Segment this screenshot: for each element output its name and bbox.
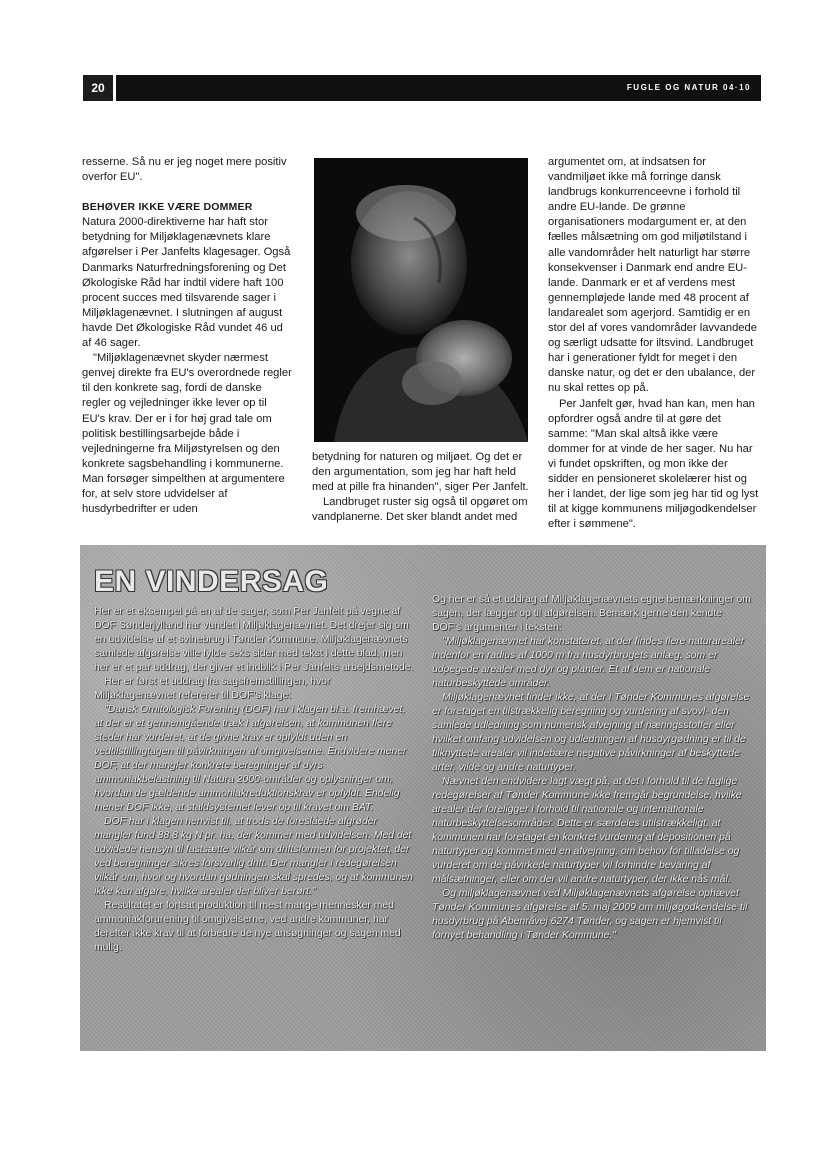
- paragraph: Landbruget ruster sig også til opgøret om vandplanerne. Det sker blandt andet med: [312, 496, 528, 524]
- paragraph: betydning for naturen og miljøet. Og det er den argumentation, som jeg har haft held med at pille fra hinanden", siger Per Janfelt.: [312, 451, 529, 494]
- box-column-left: [94, 605, 414, 955]
- box-quote: "Miljøklagenævnet har konstateret, at der findes flere naturarealer indenfor en radius af 1000 m fra husdyrbrugets anlæg, som er udpegede arealer med dyr og planter. Et af dem er nationale naturbeskyttede områder.: [432, 636, 745, 689]
- box-paragraph: Og her er så et uddrag af Miljøklagenævnets egne bemærkninger om sagen, der lægger op til afgørelsen. Bemærk gerne den kendte DOF's argumenter i teksten:: [432, 594, 751, 633]
- article-column-2: [312, 450, 538, 525]
- box-quote: Og miljøklagenævnet ved Miljøklagenævnets afgørelse ophævet Tønder Kommunes afgørelse af 5. maj 2009 om miljøgodkendelse til husdyrbrug på Abenråvej 6274 Tønder, og sagen er hjemvist til fornyet behandling i Tønder Kommune.": [432, 888, 748, 941]
- paragraph: Per Janfelt gør, hvad han kan, men han opfordrer også andre til at gøre det samme: "Man skal altså ikke være dommer for at vinde de her sager. Nu har vi fundet opskriften, og mon ikke der sidder en pensioneret skolelærer hist og her i landet, der lige som jeg har tid og lyst til at kigge kommunens miljøgodkendelser efter i sømmene".: [548, 397, 759, 531]
- paragraph: Natura 2000-direktiverne har haft stor betydning for Miljøklagenævnets klare afgørelser i Per Janfelts klagesager. Også Danmarks Naturfredningsforening og Det Økologiske Råd har indtil videre haft 100 procent succes med tilsvarende sager i Miljøklagenævnet. I slutningen af august havde Det Økologiske Råd vundet 46 ud af 46 sager.: [82, 216, 291, 350]
- box-quote: DOF har i klagen henvist til, at trods de foreslåede afgrøder mangler fund 88,8 kg N pr. ha, der kommer med udvidelsen. Med det udvidede hensyn til fastsætte vilkår om driftsformen for projektet, der ved beregninger sikres forsvarlig drift. Der mangler i redegørelsen vilkår om, hvor og hvordan gødningen skal spredes, og at kommunen ikke kan afgøre, hvilke arealer der bliver berørt.": [94, 816, 413, 897]
- paragraph: "Miljøklagenævnet skyder nærmest genvej direkte fra EU's overordnede regler til den konkrete sag, fordi de danske regler og vejledninger ikke lever op til EU's krav. Der er i for høj grad tale om politisk bestillingsarbejde både i vejledningerne fra Miljøstyrelsen og den konkrete sagsbehandling i kommunerne. Man forsøger simpelthen at argumentere for, at selv store udvidelser af husdyrbedrifter er uden: [82, 352, 292, 516]
- box-paragraph: Resultatet er fortsat produktion til mest mange mennesker med ammoniakforurening til omgivelserne, ved andre kommuner, har derefter ikke krav til at forbedre de nye ansøgninger og sagen med mulig.: [94, 900, 401, 953]
- box-title: EN VINDERSAG: [94, 565, 329, 598]
- sidebar-box: [80, 545, 766, 1051]
- box-quote: Miljøklagenævnet finder ikke, at der i Tønder Kommunes afgørelse er foretaget en tilstrækkelig beregning og vurdering af svovl- den samlede udledning som numerisk afvejning af næringsstoffer eller hvilket omfang udvidelsen og udledningen af husdyrgødning er til de tilknyttede arealer vil indebære negative påvirkninger af beskyttede arter, vilde og andre naturtyper.: [432, 692, 750, 773]
- magazine-issue-label: FUGLE OG NATUR 04·10: [626, 83, 751, 92]
- box-quote: "Dansk Ornitologisk Forening (DOF) har i klagen bl.a. fremhævet, at der er et gennemgående træk i afgørelsen, at kommunen flere steder har vurderet, at de givne krav er opfyldt uden en vedtilstillingtagen til påvirkningen af omgivelserne. Endvidere mener DOF, at der mangler konkrete beregninger af dyrs ammoniakbelastning til Natura 2000-områder og oplysninger om, hvordan de gældende ammoniakreduktionskrav er opfyldt. Endelig mener DOF ikke, at staldsystemet lever op til kravet om BAT.: [94, 704, 407, 813]
- page-header-bar: [83, 75, 761, 101]
- box-quote: Nævnet den endvidere lagt vægt på, at det i forhold til de faglige redegørelser af Tønder Kommune ikke fremgår begrundelse, hvilke arealer der foreligger i forhold til nationale og internationale naturbeskyttelsesområder. Dette er særdeles utilstrækkeligt, at kommunen har foretaget en konkret vurdering af depositionen på naturtyper og kommet med en afvejning, om behov for tilladelse og vurderet om de påvirkede naturtyper vil forhindre bevaring af målsætninger, eller om der vil andre naturtyper, der ikke nås mål.: [432, 776, 742, 885]
- portrait-photo: [314, 158, 528, 442]
- article-column-1: [82, 155, 292, 517]
- box-paragraph: Her er et eksempel på en af de sager, som Per Janfelt på vegne af DOF Sønderjylland har vundet i Miljøklagenævnet. Det drejer sig om en udvidelse af et svinebrug i Tønder Kommune. Miljøklagenævnets samlede afgørelse ville fylde seks sider med tekst i dette blad, men her er et par uddrag, der giver et indblik i Per Janfelts arbejdsmetode.: [94, 606, 414, 673]
- article-column-3: [548, 155, 760, 532]
- box-paragraph: Her er først et uddrag fra sagsfremstillingen, hvor Miljøklagenævnet refererer til DOF's klage:: [94, 676, 331, 701]
- page-number: 20: [83, 75, 116, 101]
- section-heading: BEHØVER IKKE VÆRE DOMMER: [82, 201, 253, 214]
- portrait-image: [314, 158, 528, 442]
- paragraph: resserne. Så nu er jeg noget mere positiv overfor EU".: [82, 156, 287, 184]
- paragraph: argumentet om, at indsatsen for vandmiljøet ikke må forringe dansk landbrugs konkurrenceevne i forhold til andre EU-lande. De grønne organisationers modargument er, at den fælles målsætning om god miljøtilstand i alle vandområder helt naturligt har større konsekvenser i Danmark end andre EU-lande. Danmark er et af verdens mest gennempløjede lande med 48 procent af landarealet som agerjord. Samtidig er en stor del af vores vandområder lavvandede og særligt udsatte for iltsvind. Landbruget har i generationer fyldt for meget i den danske natur, og det er den ubalance, der nu skal rettes op på.: [548, 156, 757, 395]
- box-column-right: [432, 593, 752, 943]
